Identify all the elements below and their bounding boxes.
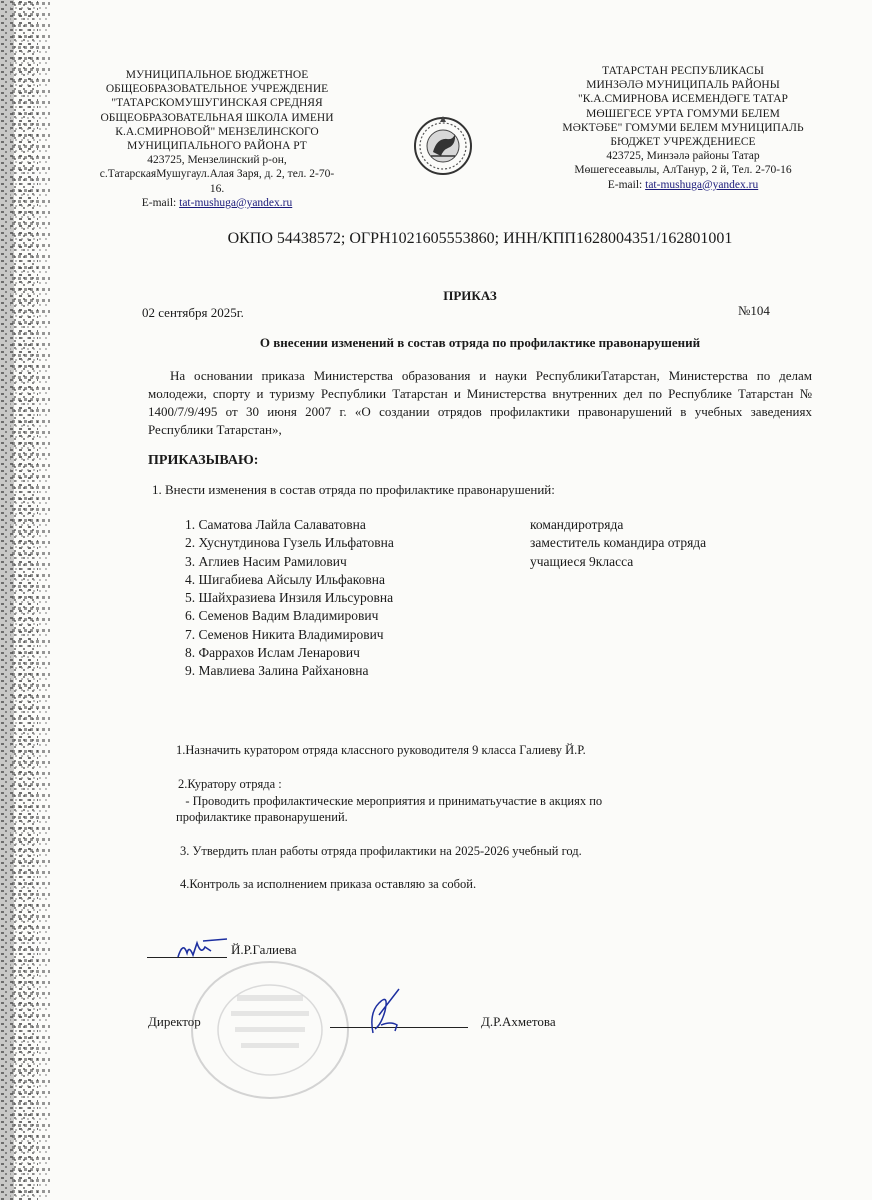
header-right-email-line: [558, 178, 808, 192]
email-label: E-mail:: [607, 178, 646, 191]
header-left-line: с.ТатарскаяМушугаул.Алая Заря, д. 2, тел. 2-70-: [99, 168, 335, 181]
role-item: учащиеся 9класса: [530, 553, 634, 569]
header-right-line: Мөшегесеавылы, АлТанур, 2 й, Тел. 2-70-16: [574, 164, 792, 177]
header-left-line: 423725, Мензелинский р-он,: [147, 154, 287, 167]
header-left: [92, 68, 342, 210]
order-basis-paragraph: На основании приказа Министерства образования и науки РеспубликиТатарстан, Министерства по делам молодежи, спорту и туризму Республики Татарстан и Министерства внутренних дел по Республике Татарстан № 1400/7/9/495 от 30 июня 2007 г. «О создании отрядов профилактики правонарушений в учебных заведениях Республики Татарстан»,: [148, 368, 812, 437]
member-list: [185, 516, 394, 681]
email-link-left[interactable]: tat-mushuga@yandex.ru: [179, 196, 293, 209]
item-curator-duty-1: - Проводить профилактические мероприятия и приниматьучастие в акциях по: [176, 794, 603, 808]
director-label: Директор: [148, 1014, 201, 1029]
header-left-line: ОБЩЕОБРАЗОВАТЕЛЬНОЕ УЧРЕЖДЕНИЕ: [105, 83, 329, 96]
header-right-line: МӨШЕГЕСЕ УРТА ГОМУМИ БЕЛЕМ: [586, 107, 780, 120]
header-right-line: БЮДЖЕТ УЧРЕЖДЕНИЕСЕ: [610, 136, 756, 149]
item-control: 4.Контроль за исполнением приказа оставляю за собой.: [180, 877, 477, 891]
list-item: 8. Фаррахов Ислам Ленарович: [185, 645, 360, 661]
list-item: 4. Шигабиева Айсылу Ильфаковна: [185, 571, 386, 587]
list-item: 3. Аглиев Насим Рамилович: [185, 553, 347, 569]
header-left-email-line: [92, 196, 342, 210]
list-item: 1. Саматова Лайла Салаватовна: [185, 517, 366, 532]
list-item: 5. Шайхразиева Инзиля Ильсуровна: [185, 590, 394, 606]
director-name: Д.Р.Ахметова: [481, 1014, 556, 1029]
header-right-line: ТАТАРСТАН РЕСПУБЛИКАСЫ: [602, 65, 764, 77]
header-left-line: МУНИЦИПАЛЬНОЕ БЮДЖЕТНОЕ: [125, 69, 309, 81]
email-link-right[interactable]: tat-mushuga@yandex.ru: [645, 178, 759, 191]
handwritten-signature-icon: [355, 985, 415, 1040]
document-title: ПРИКАЗ: [443, 288, 497, 303]
order-date: 02 сентября 2025г.: [142, 305, 244, 320]
list-item: 2. Хуснутдинова Гузель Ильфатовна: [185, 535, 394, 551]
header-left-line: К.А.СМИРНОВОЙ" МЕНЗЕЛИНСКОГО: [115, 125, 319, 138]
faded-stamp-icon: [185, 955, 355, 1105]
item-curator: 1.Назначить куратором отряда классного руководителя 9 класса Галиеву Й.Р.: [176, 743, 586, 757]
acknowledged-name: Й.Р.Галиева: [231, 942, 297, 957]
role-item: командиротряда: [530, 517, 624, 532]
tatarstan-emblem-icon: [413, 112, 473, 178]
header-left-line: МУНИЦИПАЛЬНОГО РАЙОНА РТ: [127, 140, 307, 153]
list-item: 7. Семенов Никита Владимирович: [185, 626, 384, 642]
header-right-line: МӘКТӘБЕ" ГОМУМИ БЕЛЕМ МУНИЦИПАЛЬ: [562, 121, 804, 134]
header-right-line: 423725, Минзәлә районы Татар: [606, 150, 760, 163]
item-curator-duty-2: профилактике правонарушений.: [176, 810, 348, 824]
item-plan: 3. Утвердить план работы отряда профилактики на 2025-2026 учебный год.: [180, 844, 582, 858]
header-left-line: 16.: [209, 182, 225, 195]
order-point-1: 1. Внести изменения в состав отряда по профилактике правонарушений:: [152, 482, 555, 497]
list-item: 9. Мавлиева Залина Райхановна: [185, 663, 369, 679]
header-left-line: "ТАТАРСКОМУШУГИНСКАЯ СРЕДНЯЯ: [111, 97, 323, 110]
email-label: E-mail:: [141, 196, 180, 209]
header-right-line: "К.А.СМИРНОВА ИСЕМЕНДӘГЕ ТАТАР: [578, 93, 788, 106]
header-left-line: ОБЩЕОБРАЗОВАТЕЛЬНАЯ ШКОЛА ИМЕНИ: [100, 111, 334, 124]
order-subject: О внесении изменений в состав отряда по профилактике правонарушений: [259, 335, 701, 350]
order-number: №104: [738, 303, 770, 318]
registration-codes: ОКПО 54438572; ОГРН1021605553860; ИНН/КПП1628004351/162801001: [227, 230, 733, 247]
list-item: 6. Семенов Вадим Владимирович: [185, 608, 379, 624]
item-curator-duty-title: 2.Куратору отряда :: [178, 777, 282, 791]
scan-edge-artifact: [0, 0, 70, 1200]
header-right-line: МИНЗӘЛӘ МУНИЦИПАЛЬ РАЙОНЫ: [586, 79, 780, 92]
role-item: заместитель командира отряда: [530, 535, 707, 551]
role-list: [530, 516, 706, 571]
order-keyword: ПРИКАЗЫВАЮ:: [148, 453, 259, 468]
header-right: [558, 64, 808, 192]
